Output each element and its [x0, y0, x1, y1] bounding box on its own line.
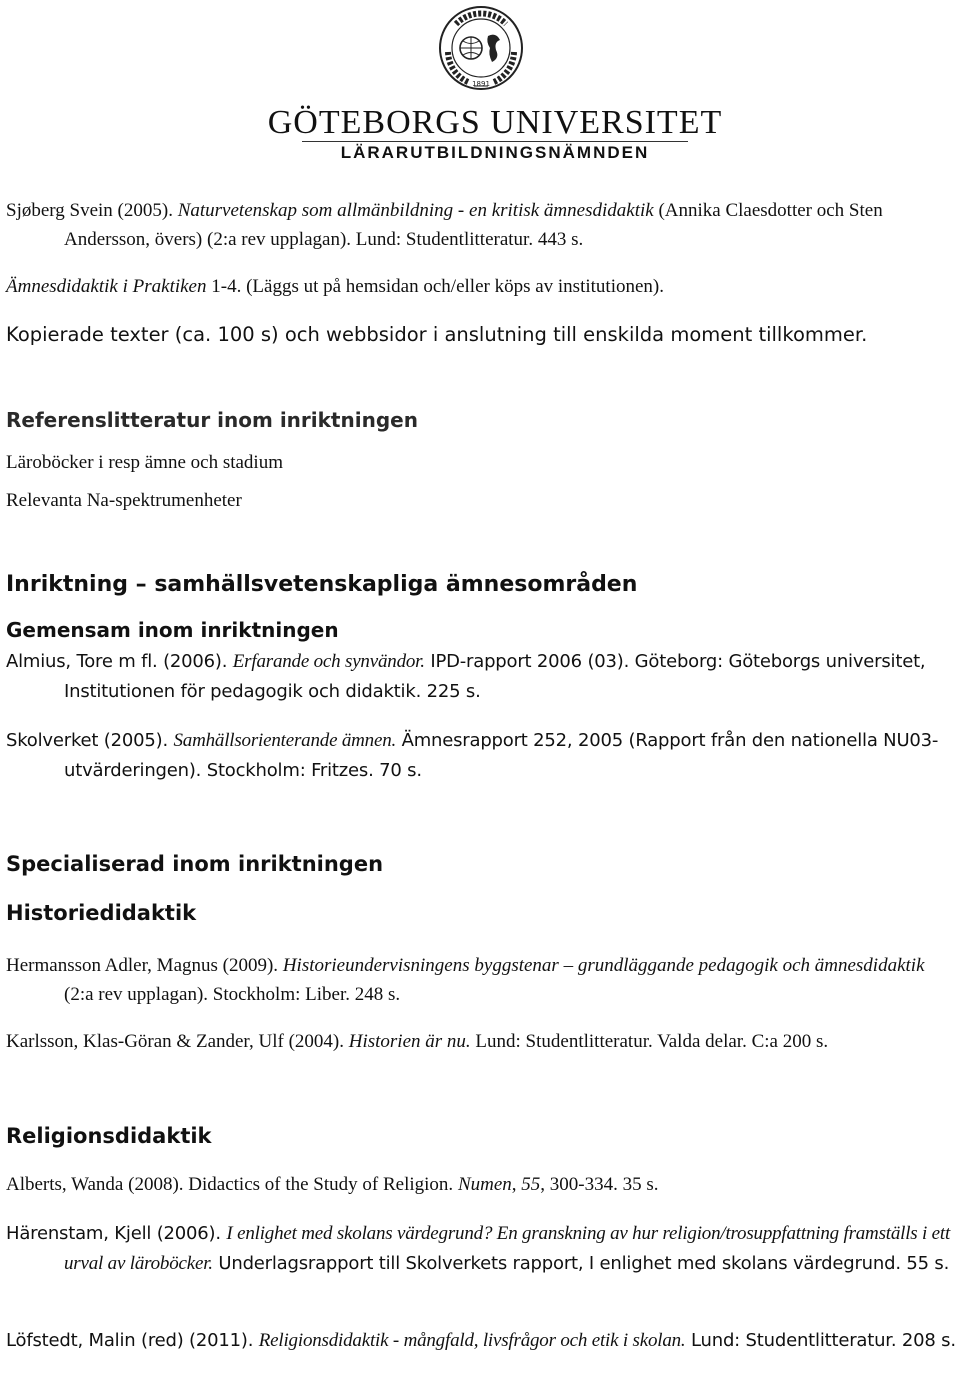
samhall-subheading: [6, 618, 956, 642]
ref-author: Karlsson, Klas-Göran & Zander, Ulf (2004).: [6, 1031, 349, 1052]
religion-ref-2: [6, 1219, 956, 1279]
ref-title: Erfarande och synvändor.: [232, 651, 425, 672]
ref-author: Hermansson Adler, Magnus (2009).: [6, 955, 283, 976]
ref-author: Alberts, Wanda (2008). Didactics of the Study of Religion.: [6, 1174, 458, 1195]
ref-author: Härenstam, Kjell (2006).: [6, 1223, 227, 1244]
ref-rest: (Annika Claesdotter och Sten Andersson, övers) (2:a rev upplagan). Lund: Studentlitteratur. 443 s.: [64, 200, 883, 250]
university-name: GÖTEBORGS UNIVERSITET: [267, 104, 723, 141]
referens-text: Läroböcker i resp ämne och stadium: [6, 452, 283, 473]
ref-rest: 1-4. (Läggs ut på hemsidan och/eller köps av institutionen).: [206, 276, 664, 297]
intro-ref-2: [6, 272, 956, 301]
historia-ref-1: [6, 951, 956, 1009]
ref-rest: (2:a rev upplagan). Stockholm: Liber. 248 s.: [64, 984, 401, 1005]
religion-ref-1: [6, 1170, 956, 1199]
religion-ref-3: [6, 1326, 956, 1356]
ref-title: Naturvetenskap som allmänbildning - en kritisk ämnesdidaktik: [177, 200, 654, 221]
samhall-ref-1: [6, 647, 956, 707]
referens-line-1: [6, 449, 956, 477]
ref-author: Löfstedt, Malin (red) (2011).: [6, 1330, 259, 1351]
historia-ref-2: [6, 1027, 956, 1056]
board-name: LÄRARUTBILDNINGSNÄMNDEN: [340, 143, 650, 162]
ref-title: I enlighet med skolans värdegrund? En granskning av hur religion/trosuppfattning framställs i ett urval av läroböcker.: [64, 1223, 951, 1274]
subsection-heading: Historiedidaktik: [6, 901, 197, 925]
seal-year: 1891: [472, 80, 490, 88]
ref-title: Historieundervisningens byggstenar – grundläggande pedagogik och ämnesdidaktik: [282, 955, 925, 976]
ref-title: Historien är nu.: [348, 1031, 471, 1052]
ref-author: Skolverket (2005).: [6, 730, 174, 751]
ref-author: Almius, Tore m fl. (2006).: [6, 651, 233, 672]
ref-rest: Lund: Studentlitteratur. 208 s.: [685, 1330, 956, 1351]
samhall-ref-2: [6, 726, 956, 786]
religion-heading: [6, 1124, 956, 1148]
referens-line-2: [6, 487, 956, 515]
section-heading: Inriktning – samhällsvetenskapliga ämnesområden: [6, 572, 638, 597]
ref-title: Ämnesdidaktik i Praktiken: [6, 276, 207, 297]
subsection-heading: Gemensam inom inriktningen: [6, 618, 339, 642]
letterhead: [0, 0, 960, 180]
subsection-heading: Religionsdidaktik: [6, 1124, 212, 1148]
ref-title: Samhällsorienterande ämnen.: [173, 730, 397, 751]
ref-title: Religionsdidaktik - mångfald, livsfrågor och etik i skolan.: [258, 1330, 686, 1351]
university-seal-icon: [438, 2, 524, 94]
ref-rest: , 300-334. 35 s.: [540, 1174, 659, 1195]
ref-rest: Lund: Studentlitteratur. Valda delar. C:a 200 s.: [470, 1031, 829, 1052]
referens-text: Relevanta Na-spektrumenheter: [6, 490, 242, 511]
section-heading: Specialiserad inom inriktningen: [6, 852, 384, 876]
historia-heading: [6, 901, 956, 925]
samhall-heading: [6, 572, 956, 597]
ref-rest: Underlagsrapport till Skolverkets rapport, I enlighet med skolans värdegrund. 55 s.: [212, 1253, 950, 1274]
letterhead-rule: [302, 141, 688, 142]
ref-title: Numen: [457, 1174, 512, 1195]
referens-section: [6, 408, 956, 432]
ref-sep: ,: [511, 1174, 522, 1195]
ref-rest: Ämnesrapport 252, 2005 (Rapport från den nationella NU03-utvärderingen). Stockholm: Fritzes. 70 s.: [64, 730, 939, 781]
ref-volume: 55: [521, 1174, 541, 1195]
intro-note: [6, 321, 956, 349]
note-text: Kopierade texter (ca. 100 s) och webbsidor i anslutning till enskilda moment tillkommer.: [6, 323, 868, 346]
ref-rest: IPD-rapport 2006 (03). Göteborg: Göteborgs universitet, Institutionen för pedagogik och didaktik. 225 s.: [64, 651, 926, 702]
special-heading: [6, 852, 956, 876]
section-heading: Referenslitteratur inom inriktningen: [6, 408, 418, 432]
ref-author: Sjøberg Svein (2005).: [6, 200, 178, 221]
intro-ref-1: [6, 196, 956, 254]
